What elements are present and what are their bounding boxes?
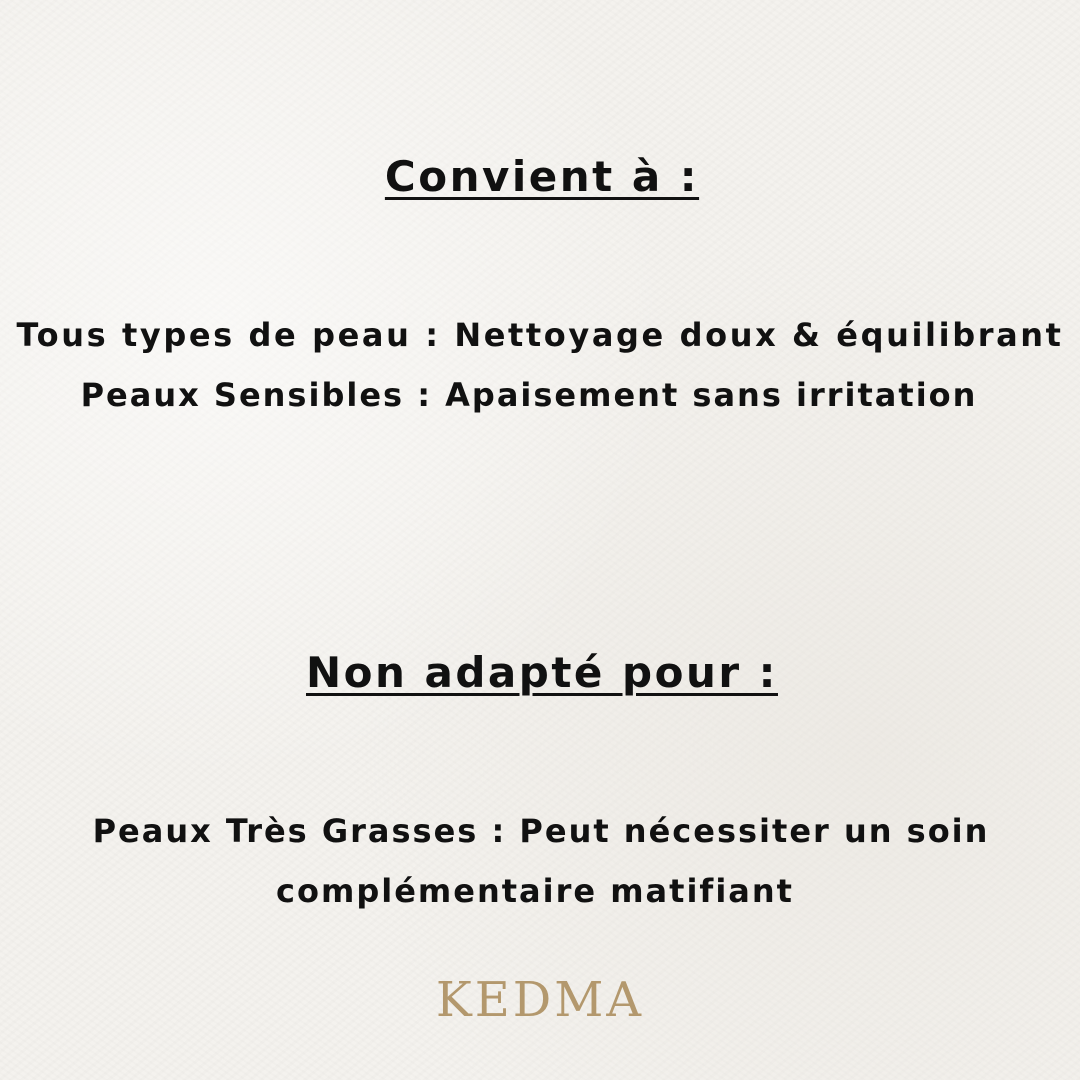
suitable-line-all-skin-types: Tous types de peau : Nettoyage doux & équilibrant (16, 316, 1064, 354)
not-suitable-line-mattifying-care: complémentaire matifiant (276, 872, 794, 910)
suitable-line-sensitive-skin: Peaux Sensibles : Apaisement sans irritation (80, 376, 978, 414)
suitable-heading: Convient à : (384, 152, 700, 201)
brand-logo: KEDMA (435, 972, 645, 1028)
not-suitable-heading: Non adapté pour : (306, 648, 778, 697)
not-suitable-line-oily-skin: Peaux Très Grasses : Peut nécessiter un soin (92, 812, 990, 850)
